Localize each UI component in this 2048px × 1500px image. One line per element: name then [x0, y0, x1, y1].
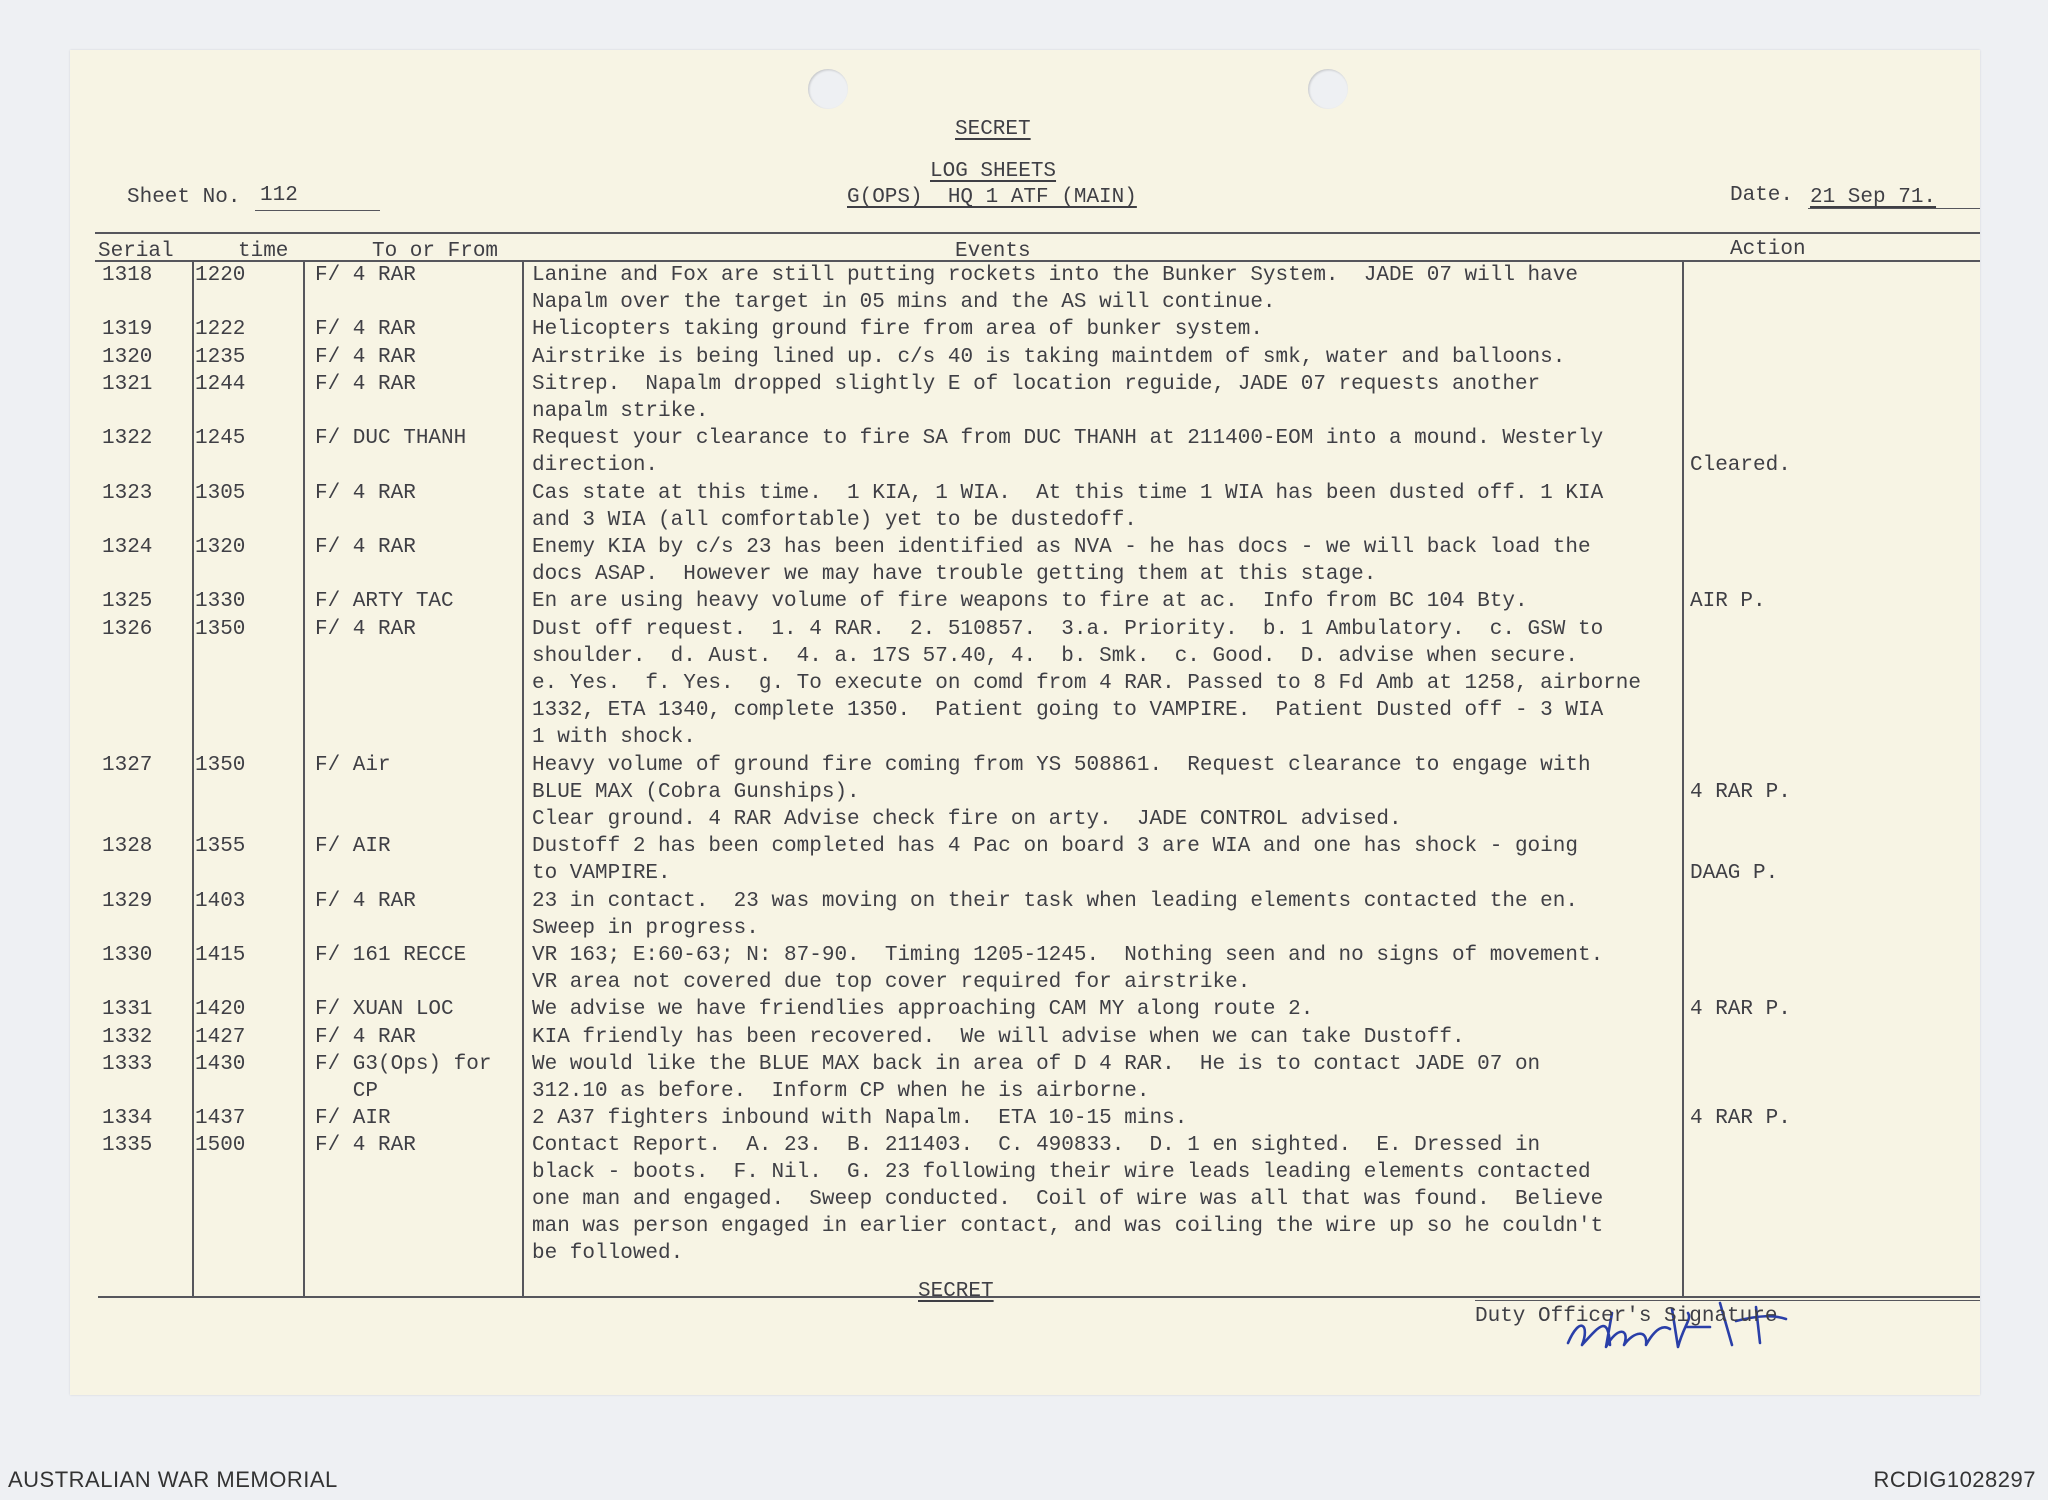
table-top-rule	[95, 232, 1980, 234]
time-cell: 1437	[195, 1107, 246, 1131]
serial-cell: 1334	[102, 1107, 153, 1131]
time-cell: 1330	[195, 590, 246, 614]
sheet-number: 112	[260, 184, 298, 207]
serial-cell: 1332	[102, 1025, 153, 1049]
serial-cell: 1326	[102, 617, 153, 641]
time-cell: 1220	[195, 264, 246, 287]
serial-cell: 1321	[102, 372, 153, 396]
to-from-cell: F/ Air	[315, 753, 391, 777]
column-divider-time	[192, 260, 194, 1296]
serial-cell: 1331	[102, 998, 153, 1022]
events-cell: 2 A37 fighters inbound with Napalm. ETA 10-15 mins.	[532, 1107, 1188, 1131]
credit-right: RCDIG1028297	[1873, 1467, 2036, 1492]
action-cell: DAAG P.	[1690, 862, 1779, 886]
column-divider-action	[1682, 260, 1684, 1296]
to-from-cell: F/ G3(Ops) for CP	[315, 1052, 492, 1103]
time-cell: 1415	[195, 944, 246, 967]
action-cell: AIR P.	[1690, 590, 1766, 614]
serial-cell: 1319	[102, 318, 153, 342]
events-cell: Lanine and Fox are still putting rockets into the Bunker System. JADE 07 will have Napalm over the target in 05 mins and the AS will continue.	[532, 264, 1578, 314]
serial-cell: 1324	[102, 536, 153, 559]
sheet-subtitle: G(OPS) HQ 1 ATF (MAIN)	[847, 186, 1137, 209]
serial-cell: 1323	[102, 481, 153, 505]
time-cell: 1222	[195, 318, 246, 342]
sheet-title: LOG SHEETS	[930, 160, 1057, 183]
date-value: 21 Sep 71.	[1810, 186, 1937, 209]
events-cell: 23 in contact. 23 was moving on their task when leading elements contacted the en. Sweep in progress.	[532, 889, 1578, 940]
events-cell: Enemy KIA by c/s 23 has been identified as NVA - he has docs - we will back load the docs ASAP. However we may have trouble getting them at this stage.	[532, 536, 1591, 586]
events-cell: Airstrike is being lined up. c/s 40 is taking maintdem of smk, water and balloons.	[532, 345, 1566, 369]
time-cell: 1235	[195, 345, 246, 369]
to-from-cell: F/ 4 RAR	[315, 889, 416, 913]
time-cell: 1430	[195, 1052, 246, 1076]
action-cell: 4 RAR P.	[1690, 1107, 1791, 1131]
events-cell: Helicopters taking ground fire from area of bunker system.	[532, 318, 1263, 342]
serial-cell: 1325	[102, 590, 153, 614]
to-from-cell: F/ 4 RAR	[315, 536, 416, 559]
events-cell: Dustoff 2 has been completed has 4 Pac on board 3 are WIA and one has shock - going to VAMPIRE.	[532, 835, 1578, 886]
col-header-to-from: To or From	[372, 240, 499, 263]
events-cell: En are using heavy volume of fire weapons to fire at ac. Info from BC 104 Bty.	[532, 590, 1528, 614]
col-header-serial: Serial	[98, 240, 174, 263]
serial-cell: 1320	[102, 345, 153, 369]
punch-hole	[1308, 69, 1348, 109]
action-cell: 4 RAR P.	[1690, 780, 1791, 804]
events-cell: KIA friendly has been recovered. We will advise when we can take Dustoff.	[532, 1025, 1465, 1049]
to-from-cell: F/ 4 RAR	[315, 617, 416, 641]
events-cell: Cas state at this time. 1 KIA, 1 WIA. At this time 1 WIA has been dusted off. 1 KIA and 3 WIA (all comfortable) yet to be dustedoff.	[532, 481, 1604, 532]
to-from-cell: F/ 4 RAR	[315, 318, 416, 342]
to-from-cell: F/ ARTY TAC	[315, 590, 454, 614]
col-header-time: time	[238, 240, 289, 263]
serial-cell: 1327	[102, 753, 153, 777]
time-cell: 1305	[195, 481, 246, 505]
serial-cell: 1329	[102, 889, 153, 913]
to-from-cell: F/ 4 RAR	[315, 1025, 416, 1049]
serial-cell: 1318	[102, 264, 153, 287]
col-header-action: Action	[1730, 238, 1806, 261]
action-cell: Cleared.	[1690, 454, 1791, 478]
to-from-cell: F/ 161 RECCE	[315, 944, 467, 967]
to-from-cell: F/ 4 RAR	[315, 264, 416, 287]
serial-cell: 1322	[102, 427, 153, 451]
events-cell: We would like the BLUE MAX back in area of D 4 RAR. He is to contact JADE 07 on 312.10 as before. Inform CP when he is airborne.	[532, 1052, 1541, 1103]
signature-line	[1475, 1300, 1980, 1301]
punch-hole	[808, 69, 848, 109]
events-cell: Sitrep. Napalm dropped slightly E of location reguide, JADE 07 requests another napalm strike.	[532, 372, 1541, 423]
time-cell: 1427	[195, 1025, 246, 1049]
time-cell: 1320	[195, 536, 246, 559]
to-from-cell: F/ 4 RAR	[315, 481, 416, 505]
serial-cell: 1328	[102, 835, 153, 859]
time-cell: 1420	[195, 998, 246, 1022]
time-cell: 1500	[195, 1134, 246, 1158]
events-cell: Request your clearance to fire SA from DUC THANH at 211400-EOM into a mound. Westerly direction.	[532, 427, 1604, 478]
classification-top: SECRET	[955, 118, 1031, 141]
classification-bottom: SECRET	[918, 1280, 994, 1303]
to-from-cell: F/ DUC THANH	[315, 427, 467, 451]
to-from-cell: F/ 4 RAR	[315, 372, 416, 396]
col-header-events: Events	[955, 240, 1031, 263]
sheet-number-underline	[255, 210, 380, 211]
to-from-cell: F/ AIR	[315, 835, 391, 859]
to-from-cell: F/ XUAN LOC	[315, 998, 454, 1022]
log-sheet	[70, 50, 1980, 1395]
serial-cell: 1330	[102, 944, 153, 967]
serial-cell: 1335	[102, 1134, 153, 1158]
events-cell: Heavy volume of ground fire coming from YS 508861. Request clearance to engage with BLUE MAX (Cobra Gunships). Clear ground. 4 RAR Advise check fire on arty. JADE CONTROL advised.	[532, 753, 1591, 831]
time-cell: 1245	[195, 427, 246, 451]
column-divider-events	[522, 260, 524, 1296]
signature-label: Duty Officer's Signature	[1475, 1305, 1778, 1328]
to-from-cell: F/ AIR	[315, 1107, 391, 1131]
time-cell: 1350	[195, 753, 246, 777]
to-from-cell: F/ 4 RAR	[315, 1134, 416, 1158]
sheet-number-label: Sheet No.	[127, 186, 241, 209]
events-cell: Dust off request. 1. 4 RAR. 2. 510857. 3.a. Priority. b. 1 Ambulatory. c. GSW to shoulder. d. Aust. 4. a. 17S 57.40, 4. b. Smk. c. Good. D. advise when secure. e. Yes. f. Yes. g. To execute on comd from 4 RAR. Passed to 8 Fd Amb at 1258, airborne 1332, ETA 1340, complete 1350. Patient going to VAMPIRE. Patient Dusted off - 3 WIA 1 with shock.	[532, 617, 1641, 749]
serial-cell: 1333	[102, 1052, 153, 1076]
column-divider-from	[303, 260, 305, 1296]
date-label: Date.	[1730, 184, 1794, 207]
time-cell: 1350	[195, 617, 246, 641]
to-from-cell: F/ 4 RAR	[315, 345, 416, 369]
date-underline	[1808, 208, 1980, 209]
events-cell: Contact Report. A. 23. B. 211403. C. 490833. D. 1 en sighted. E. Dressed in black - boots. F. Nil. G. 23 following their wire leads leading elements contacted one man and engaged. Sweep conducted. Coil of wire was all that was found. Believe man was person engaged in earlier contact, and was coiling the wire up so he couldn't be followed.	[532, 1134, 1604, 1266]
credit-left: AUSTRALIAN WAR MEMORIAL	[8, 1467, 338, 1492]
action-cell: 4 RAR P.	[1690, 998, 1791, 1022]
time-cell: 1355	[195, 835, 246, 859]
events-cell: VR 163; E:60-63; N: 87-90. Timing 1205-1245. Nothing seen and no signs of movement. VR area not covered due top cover required for airstrike.	[532, 944, 1604, 994]
time-cell: 1244	[195, 372, 246, 396]
time-cell: 1403	[195, 889, 246, 913]
events-cell: We advise we have friendlies approaching CAM MY along route 2.	[532, 998, 1314, 1022]
